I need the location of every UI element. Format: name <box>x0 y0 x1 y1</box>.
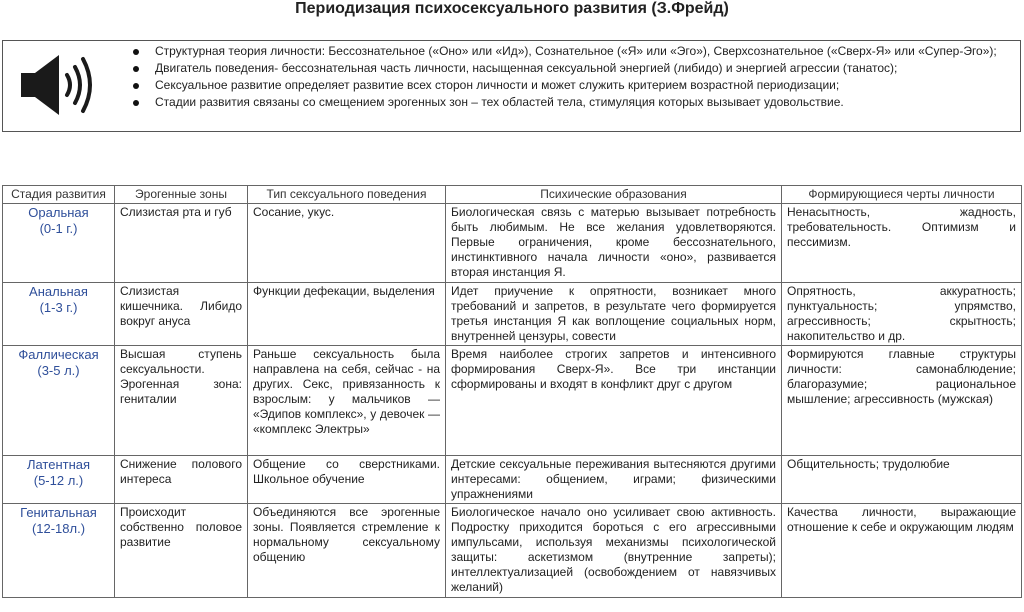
formations-cell: Биологическая связь с матерью вызывает потребность быть любимым. Не все желания удовлетворяются. Первые ограничения, кроме бессознательного, инстинктивного начала личности «оно», развивается вторая инстанция Я. <box>446 204 782 283</box>
behavior-cell: Сосание, укус. <box>248 204 446 283</box>
stage-cell <box>3 346 115 456</box>
zones-cell: Слизистая кишечника. Либидо вокруг ануса <box>115 283 248 346</box>
formations-cell: Идет приучение к опрятности, возникает много требований и запретов, в результате чего формируется третья инстанция Я как воплощение социальных норм, внутренней цензуры, совести <box>446 283 782 346</box>
speaker-icon[interactable] <box>19 49 99 121</box>
intro-box <box>2 40 1021 132</box>
table-row <box>3 283 1022 346</box>
formations-cell: Время наиболее строгих запретов и интенсивного формирования Сверх-Я». Все три инстанции сформированы и входят в конфликт друг с другом <box>446 346 782 456</box>
stage-age: (3-5 л.) <box>37 363 80 378</box>
stage-age: (0-1 г.) <box>39 221 78 236</box>
stage-name: Анальная <box>29 284 88 299</box>
traits-cell: Общительность; трудолюбие <box>782 456 1022 504</box>
table-row <box>3 204 1022 283</box>
stage-name: Фаллическая <box>18 347 99 362</box>
header-stage: Стадия развития <box>3 186 115 204</box>
table-row <box>3 504 1022 598</box>
stage-cell <box>3 456 115 504</box>
table-header-row <box>3 186 1022 204</box>
formations-cell: Детские сексуальные переживания вытесняются другими интересами: общением, играми; физическими упражнениями <box>446 456 782 504</box>
behavior-cell: Общение со сверстниками. Школьное обучение <box>248 456 446 504</box>
header-zones: Эрогенные зоны <box>115 186 248 204</box>
stage-age: (5-12 л.) <box>33 473 84 488</box>
intro-bullet: Структурная теория личности: Бессознательное («Оно» или «Ид»), Сознательное («Я» или «Эго»), Сверхсознательное («Сверх-Я» или «Супер-Эго»); <box>133 44 1016 59</box>
table-row <box>3 456 1022 504</box>
intro-bullet: Сексуальное развитие определяет развитие всех сторон личности и может служить критерием возрастной периодизации; <box>133 78 1016 93</box>
intro-bullet: Двигатель поведения- бессознательная часть личности, насыщенная сексуальной энергией (либидо) и энергией агрессии (танатос); <box>133 61 1016 76</box>
header-formations: Психические образования <box>446 186 782 204</box>
page-title: Периодизация психосексуального развития (З.Фрейд) <box>295 0 729 17</box>
intro-bullet-list <box>133 44 1016 112</box>
header-traits: Формирующиеся черты личности <box>782 186 1022 204</box>
behavior-cell: Объединяются все эрогенные зоны. Появляется стремление к нормальному сексуальному общению <box>248 504 446 598</box>
zones-cell: Высшая ступень сексуальности. Эрогенная зона: гениталии <box>115 346 248 456</box>
zones-cell: Снижение полового интереса <box>115 456 248 504</box>
zones-cell: Происходит собственно половое развитие <box>115 504 248 598</box>
formations-cell: Биологическое начало оно усиливает свою активность. Подростку приходится бороться с его агрессивными импульсами, используя механизмы психологической защиты: аскетизмом (внутренние запреты); интеллектуализацией (освобождением от навязчивых желаний) <box>446 504 782 598</box>
stage-cell <box>3 204 115 283</box>
behavior-cell: Раньше сексуальность была направлена на себя, сейчас - на других. Секс, привязанность к взрослым: у мальчиков — «Эдипов комплекс», у девочек — «комплекс Электры» <box>248 346 446 456</box>
stage-cell <box>3 504 115 598</box>
traits-cell: Ненасытность, жадность, требовательность. Оптимизм и пессимизм. <box>782 204 1022 283</box>
traits-cell: Опрятность, аккуратность; пунктуальность; упрямство, агрессивность; скрытность; накопительство и др. <box>782 283 1022 346</box>
stage-age: (12-18л.) <box>31 521 86 536</box>
stage-name: Оральная <box>28 205 89 220</box>
table-row <box>3 346 1022 456</box>
header-behavior: Тип сексуального поведения <box>248 186 446 204</box>
intro-bullet: Стадии развития связаны со смещением эрогенных зон – тех областей тела, стимуляция которых вызывает удовольствие. <box>133 95 1016 110</box>
stage-name: Генитальная <box>20 505 97 520</box>
stage-age: (1-3 г.) <box>39 300 78 315</box>
stage-name: Латентная <box>26 457 91 472</box>
traits-cell: Формируются главные структуры личности: самонаблюдение; благоразумие; рациональное мышление; агрессивность (мужская) <box>782 346 1022 456</box>
zones-cell: Слизистая рта и губ <box>115 204 248 283</box>
stage-cell <box>3 283 115 346</box>
stages-table <box>2 185 1022 598</box>
traits-cell: Качества личности, выражающие отношение к себе и окружающим людям <box>782 504 1022 598</box>
behavior-cell: Функции дефекации, выделения <box>248 283 446 346</box>
